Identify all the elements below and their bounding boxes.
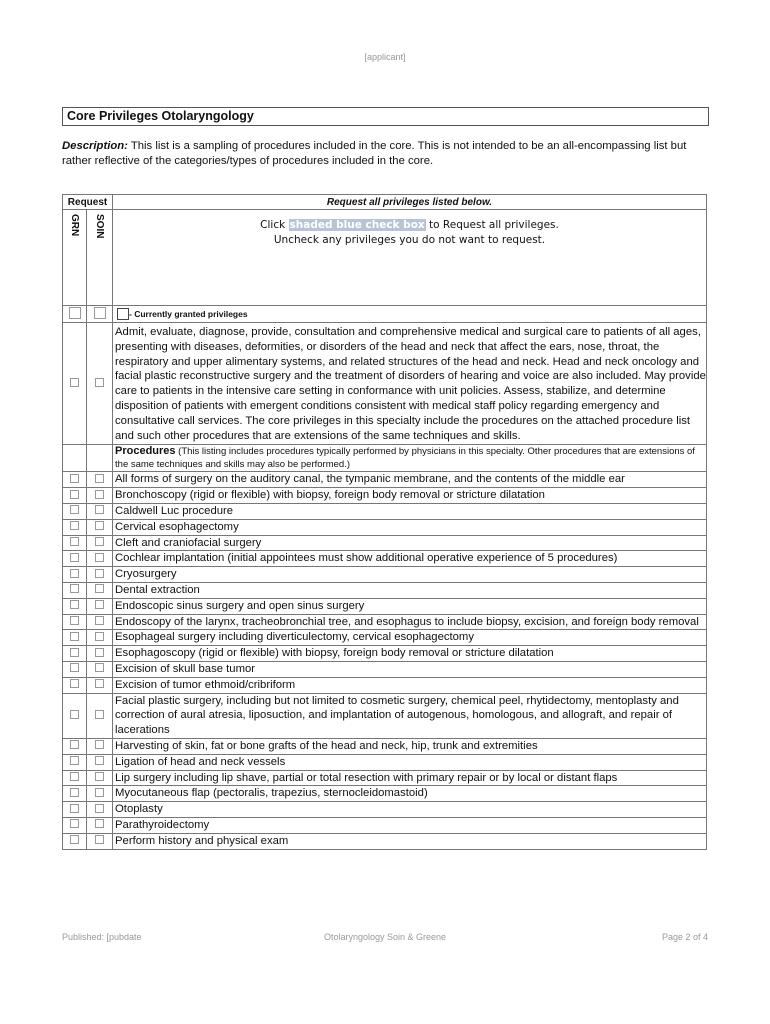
procedure-label: Myocutaneous flap (pectoralis, trapezius, sternocleidomastoid) <box>113 786 707 802</box>
grn-procedure-checkbox[interactable] <box>70 600 79 609</box>
core-privileges-text: Admit, evaluate, diagnose, provide, consultation and comprehensive medical and surgical care to patients of all ages, presenting with diseases, deformities, or disorders of the head and neck that affect the ears, nose, throat, the respiratory and upper alimentary systems, and related structures of the head and neck. Head and neck oncology and facial plastic reconstructive surgery and the treatment of disorders of hearing and voice are also included. May provide care to patients in the intensive care setting in conformance with unit policies. Assess, stabilize, and determine disposition of patients with emergent conditions consistent with medical staff policy regarding emergency and consultative call services. The core privileges in this specialty include the procedures on the attached procedure list and such other procedures that are extensions of the same techniques and skills. <box>113 323 707 445</box>
procedure-row <box>63 738 707 754</box>
procedure-label: Dental extraction <box>113 582 707 598</box>
procedure-row <box>63 630 707 646</box>
soin-procedure-checkbox[interactable] <box>95 756 104 765</box>
grn-procedure-checkbox[interactable] <box>70 772 79 781</box>
soin-column-header: SOIN <box>87 210 113 306</box>
procedure-label: Esophageal surgery including diverticulectomy, cervical esophagectomy <box>113 630 707 646</box>
procedure-label: Cleft and craniofacial surgery <box>113 535 707 551</box>
procedures-header: Procedures (This listing includes procedures typically performed by physicians in this specialty. Other procedures that are extensions of the same techniques and skills may also be performed.) <box>113 445 707 472</box>
procedure-label: Excision of tumor ethmoid/cribriform <box>113 677 707 693</box>
procedure-label: Cryosurgery <box>113 567 707 583</box>
procedure-row <box>63 567 707 583</box>
grn-procedure-checkbox[interactable] <box>70 710 79 719</box>
soin-procedure-checkbox[interactable] <box>95 521 104 530</box>
soin-request-all-checkbox[interactable] <box>94 307 106 319</box>
procedure-label: Harvesting of skin, fat or bone grafts of the head and neck, hip, trunk and extremities <box>113 738 707 754</box>
procedure-row <box>63 802 707 818</box>
soin-procedure-checkbox[interactable] <box>95 632 104 641</box>
procedure-row <box>63 646 707 662</box>
procedure-label: Perform history and physical exam <box>113 833 707 849</box>
grn-procedure-checkbox[interactable] <box>70 616 79 625</box>
grn-procedure-checkbox[interactable] <box>70 474 79 483</box>
grn-procedure-checkbox[interactable] <box>70 521 79 530</box>
soin-procedure-checkbox[interactable] <box>95 788 104 797</box>
grn-procedure-checkbox[interactable] <box>70 505 79 514</box>
applicant-placeholder: [applicant] <box>364 52 406 62</box>
soin-procedure-checkbox[interactable] <box>95 663 104 672</box>
procedure-row <box>63 551 707 567</box>
soin-procedure-checkbox[interactable] <box>95 835 104 844</box>
procedure-label: Esophagoscopy (rigid or flexible) with biopsy, foreign body removal or stricture dilatation <box>113 646 707 662</box>
shaded-blue-check-box-text: shaded blue check box <box>289 219 425 231</box>
soin-procedure-checkbox[interactable] <box>95 804 104 813</box>
procedure-label: Bronchoscopy (rigid or flexible) with biopsy, foreign body removal or stricture dilatation <box>113 488 707 504</box>
grn-procedure-checkbox[interactable] <box>70 490 79 499</box>
procedure-label: Parathyroidectomy <box>113 817 707 833</box>
description-text: This list is a sampling of procedures included in the core. This is not intended to be an all-encompassing list but rather reflective of the categories/types of procedures included in the core. <box>62 140 687 167</box>
procedure-row <box>63 582 707 598</box>
procedure-label: Endoscopy of the larynx, tracheobronchial tree, and esophagus to include biopsy, excision, and foreign body removal <box>113 614 707 630</box>
procedure-label: Cochlear implantation (initial appointees must show additional operative experience of 5 procedures) <box>113 551 707 567</box>
soin-procedure-checkbox[interactable] <box>95 490 104 499</box>
procedure-label: Ligation of head and neck vessels <box>113 754 707 770</box>
procedure-label: Endoscopic sinus surgery and open sinus surgery <box>113 598 707 614</box>
grn-column-header: GRN <box>63 210 87 306</box>
procedure-row <box>63 693 707 738</box>
procedure-row <box>63 598 707 614</box>
procedure-row <box>63 614 707 630</box>
procedure-label: All forms of surgery on the auditory canal, the tympanic membrane, and the contents of the middle ear <box>113 472 707 488</box>
grn-procedure-checkbox[interactable] <box>70 537 79 546</box>
grn-procedure-checkbox[interactable] <box>70 679 79 688</box>
grn-request-all-checkbox[interactable] <box>69 307 81 319</box>
procedure-row <box>63 661 707 677</box>
soin-procedure-checkbox[interactable] <box>95 772 104 781</box>
procedure-label: Caldwell Luc procedure <box>113 503 707 519</box>
request-all-instructions: Click shaded blue check box to Request all privileges. Uncheck any privileges you do not want to request. <box>113 210 707 306</box>
section-title: Core Privileges Otolaryngology <box>62 107 709 126</box>
grn-procedure-checkbox[interactable] <box>70 632 79 641</box>
soin-procedure-checkbox[interactable] <box>95 474 104 483</box>
description-label: Description: <box>62 140 128 152</box>
description <box>62 139 712 169</box>
procedure-row <box>63 833 707 849</box>
procedure-row <box>63 677 707 693</box>
grn-procedure-checkbox[interactable] <box>70 819 79 828</box>
footer-center: Otolaryngology Soin & Greene <box>323 932 447 942</box>
soin-procedure-checkbox[interactable] <box>95 505 104 514</box>
soin-procedure-checkbox[interactable] <box>95 819 104 828</box>
soin-core-checkbox[interactable] <box>95 378 104 387</box>
grn-procedure-checkbox[interactable] <box>70 835 79 844</box>
footer-published: Published: [pubdate <box>62 932 142 942</box>
procedure-row <box>63 786 707 802</box>
grn-procedure-checkbox[interactable] <box>70 740 79 749</box>
soin-procedure-checkbox[interactable] <box>95 648 104 657</box>
procedure-label: Cervical esophagectomy <box>113 519 707 535</box>
grn-procedure-checkbox[interactable] <box>70 804 79 813</box>
request-header: Request <box>63 195 113 210</box>
procedure-label: Otoplasty <box>113 802 707 818</box>
procedure-row <box>63 488 707 504</box>
procedure-row <box>63 472 707 488</box>
soin-procedure-checkbox[interactable] <box>95 679 104 688</box>
soin-procedure-checkbox[interactable] <box>95 616 104 625</box>
procedure-label: Excision of skull base tumor <box>113 661 707 677</box>
procedure-row <box>63 817 707 833</box>
request-all-title: Request all privileges listed below. <box>113 195 707 210</box>
procedure-row <box>63 754 707 770</box>
soin-procedure-checkbox[interactable] <box>95 740 104 749</box>
grn-procedure-checkbox[interactable] <box>70 648 79 657</box>
grn-request-all-cell <box>63 306 87 323</box>
footer-page-number: Page 2 of 4 <box>661 932 708 942</box>
grn-procedure-checkbox[interactable] <box>70 756 79 765</box>
procedure-label: Lip surgery including lip shave, partial or total resection with primary repair or by local or distant flaps <box>113 770 707 786</box>
procedure-row <box>63 535 707 551</box>
soin-procedure-checkbox[interactable] <box>95 710 104 719</box>
soin-procedure-checkbox[interactable] <box>95 569 104 578</box>
procedure-row <box>63 503 707 519</box>
grn-core-checkbox[interactable] <box>70 378 79 387</box>
procedure-row <box>63 770 707 786</box>
granted-legend-icon <box>117 308 129 320</box>
granted-legend: - Currently granted privileges <box>113 306 707 323</box>
procedure-label: Facial plastic surgery, including but not limited to cosmetic surgery, chemical peel, rhytidectomy, mentoplasty and correction of aural atresia, liposuction, and implantation of autogenous, homologous, and allograft, and repair of lacerations <box>113 693 707 738</box>
soin-procedure-checkbox[interactable] <box>95 537 104 546</box>
grn-procedure-checkbox[interactable] <box>70 569 79 578</box>
soin-procedure-checkbox[interactable] <box>95 553 104 562</box>
grn-procedure-checkbox[interactable] <box>70 663 79 672</box>
privileges-table <box>62 194 707 850</box>
soin-procedure-checkbox[interactable] <box>95 584 104 593</box>
procedure-row <box>63 519 707 535</box>
soin-procedure-checkbox[interactable] <box>95 600 104 609</box>
grn-procedure-checkbox[interactable] <box>70 584 79 593</box>
soin-request-all-cell <box>87 306 113 323</box>
grn-procedure-checkbox[interactable] <box>70 553 79 562</box>
grn-procedure-checkbox[interactable] <box>70 788 79 797</box>
